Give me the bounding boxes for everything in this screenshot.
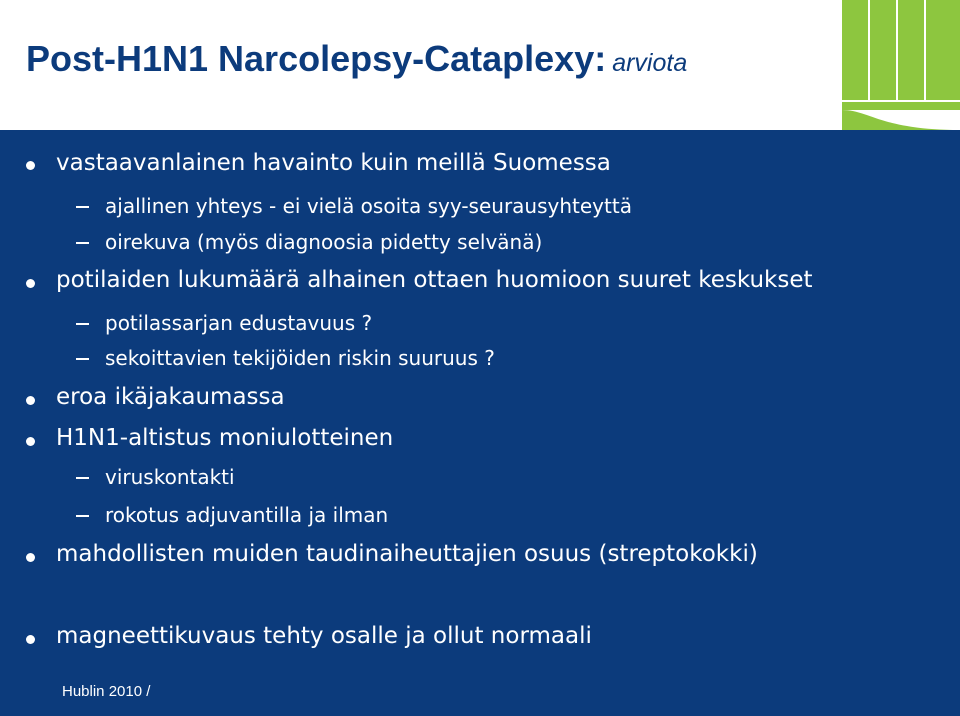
list-item: mahdollisten muiden taudinaiheuttajien osuus (streptokokki)	[56, 541, 758, 567]
list-subitem: potilassarjan edustavuus ?	[105, 311, 373, 335]
list-item: H1N1-altistus moniulotteinen	[56, 425, 394, 451]
list-subitem: viruskontakti	[105, 465, 235, 489]
dash-icon	[76, 515, 89, 517]
list-subitem: sekoittavien tekijöiden riskin suuruus ?	[105, 346, 495, 370]
list-subitem: oirekuva (myös diagnoosia pidetty selvänä)	[105, 230, 543, 254]
bullet-icon	[26, 396, 35, 405]
dash-icon	[76, 323, 89, 325]
bullet-icon	[26, 553, 35, 562]
bullet-icon	[26, 437, 35, 446]
list-item: potilaiden lukumäärä alhainen ottaen huomioon suuret keskukset	[56, 267, 813, 293]
list-item: eroa ikäjakaumassa	[56, 384, 285, 410]
dash-icon	[76, 242, 89, 244]
bullet-icon	[26, 635, 35, 644]
list-item: magneettikuvaus tehty osalle ja ollut normaali	[56, 623, 592, 649]
list-subitem: rokotus adjuvantilla ja ilman	[105, 503, 389, 527]
bullet-icon	[26, 279, 35, 288]
list-subitem: ajallinen yhteys - ei vielä osoita syy-seurausyhteyttä	[105, 194, 632, 218]
dash-icon	[76, 477, 89, 479]
bullet-icon	[26, 161, 35, 170]
title-sub: arviota	[612, 49, 688, 77]
title-main: Post-H1N1 Narcolepsy-Cataplexy:	[26, 38, 607, 79]
list-item: vastaavanlainen havainto kuin meillä Suomessa	[56, 150, 611, 176]
dash-icon	[76, 206, 89, 208]
footer-text: Hublin 2010 /	[62, 683, 151, 700]
dash-icon	[76, 358, 89, 360]
